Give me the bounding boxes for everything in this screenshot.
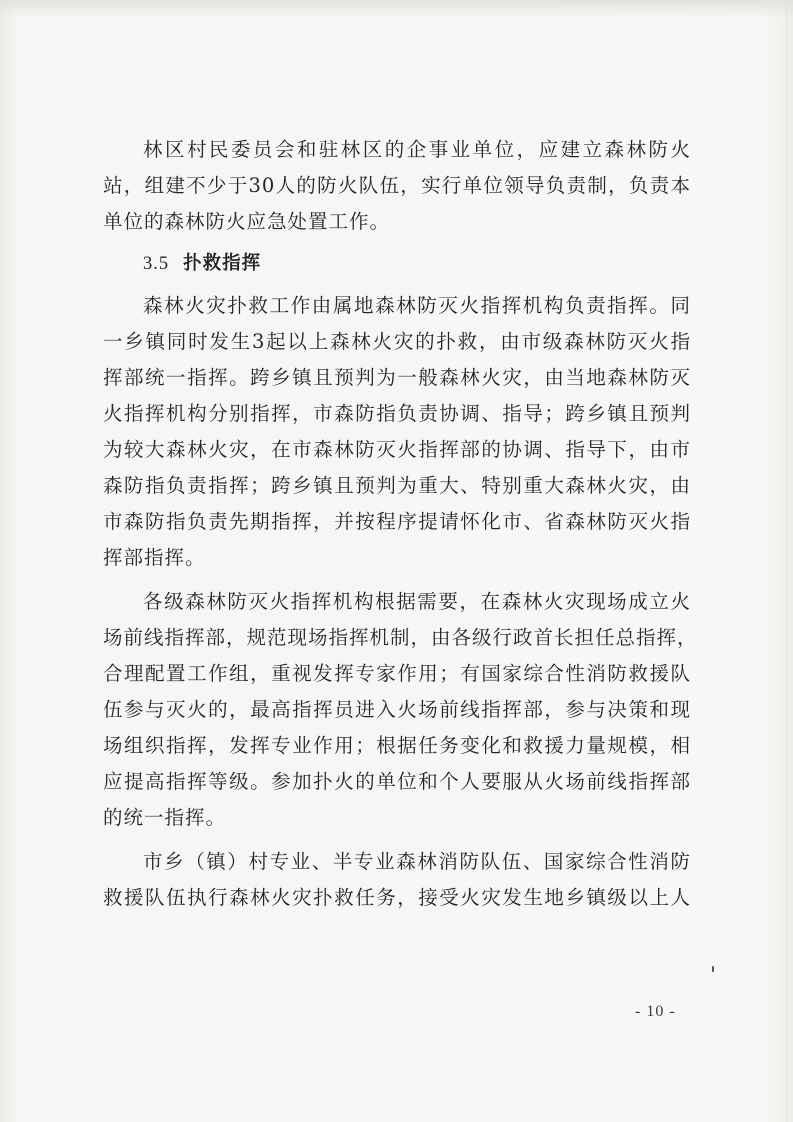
text-line: 为较大森林火灾，在市森林防灭火指挥部的协调、指导下，由市 (103, 438, 691, 461)
paragraph-fire-brigades (103, 844, 691, 916)
text-line: 场组织指挥，发挥专业作用；根据任务变化和救援力量规模，相 (103, 734, 691, 757)
text-line: 火指挥机构分别指挥，市森防指负责协调、指导；跨乡镇且预判 (103, 402, 691, 425)
text-line: 救援队伍执行森林火灾扑救任务，接受火灾发生地乡镇级以上人 (103, 886, 691, 909)
page-number: - 10 - (635, 1003, 676, 1020)
section-number: 3.5 (143, 254, 170, 274)
spacer (103, 836, 691, 844)
text-line: 挥部指挥。 (103, 546, 206, 569)
document-body (103, 132, 698, 916)
text-line: 场前线指挥部，规范现场指挥机制，由各级行政首长担任总指挥， (103, 626, 698, 649)
text-line: 应提高指挥等级。参加扑火的单位和个人要服从火场前线指挥部 (103, 770, 691, 793)
text-line: 站，组建不少于30人的防火队伍，实行单位领导负责制，负责本 (103, 174, 691, 197)
text-line: 林区村民委员会和驻林区的企事业单位，应建立森林防火 (143, 138, 691, 161)
page-edge-shadow (786, 0, 787, 1122)
text-line: 单位的森林防火应急处置工作。 (103, 210, 391, 233)
paragraph-command-responsibility (103, 288, 691, 576)
section-heading (103, 246, 691, 282)
text-line: 伍参与灭火的，最高指挥员进入火场前线指挥部，参与决策和现 (103, 698, 691, 721)
text-line: 市森防指负责先期指挥，并按程序提请怀化市、省森林防灭火指 (103, 510, 691, 533)
paragraph-frontline-command (103, 584, 698, 836)
spacer (103, 576, 691, 584)
text-line: 一乡镇同时发生3起以上森林火灾的扑救，由市级森林防灭火指 (103, 330, 691, 353)
text-line: 各级森林防灭火指挥机构根据需要，在森林火灾现场成立火 (143, 590, 691, 613)
paragraph-continuation (103, 132, 691, 240)
section-title: 扑救指挥 (183, 253, 262, 274)
text-line: 挥部统一指挥。跨乡镇且预判为一般森林火灾，由当地森林防灭 (103, 366, 691, 389)
text-line: 的统一指挥。 (103, 806, 227, 829)
scan-speck (712, 966, 714, 972)
text-line: 森林火灾扑救工作由属地森林防灭火指挥机构负责指挥。同 (143, 294, 691, 317)
text-line: 合理配置工作组，重视发挥专家作用；有国家综合性消防救援队 (103, 662, 691, 685)
text-line: 市乡（镇）村专业、半专业森林消防队伍、国家综合性消防 (143, 850, 691, 873)
text-line: 森防指负责指挥；跨乡镇且预判为重大、特别重大森林火灾，由 (103, 474, 691, 497)
